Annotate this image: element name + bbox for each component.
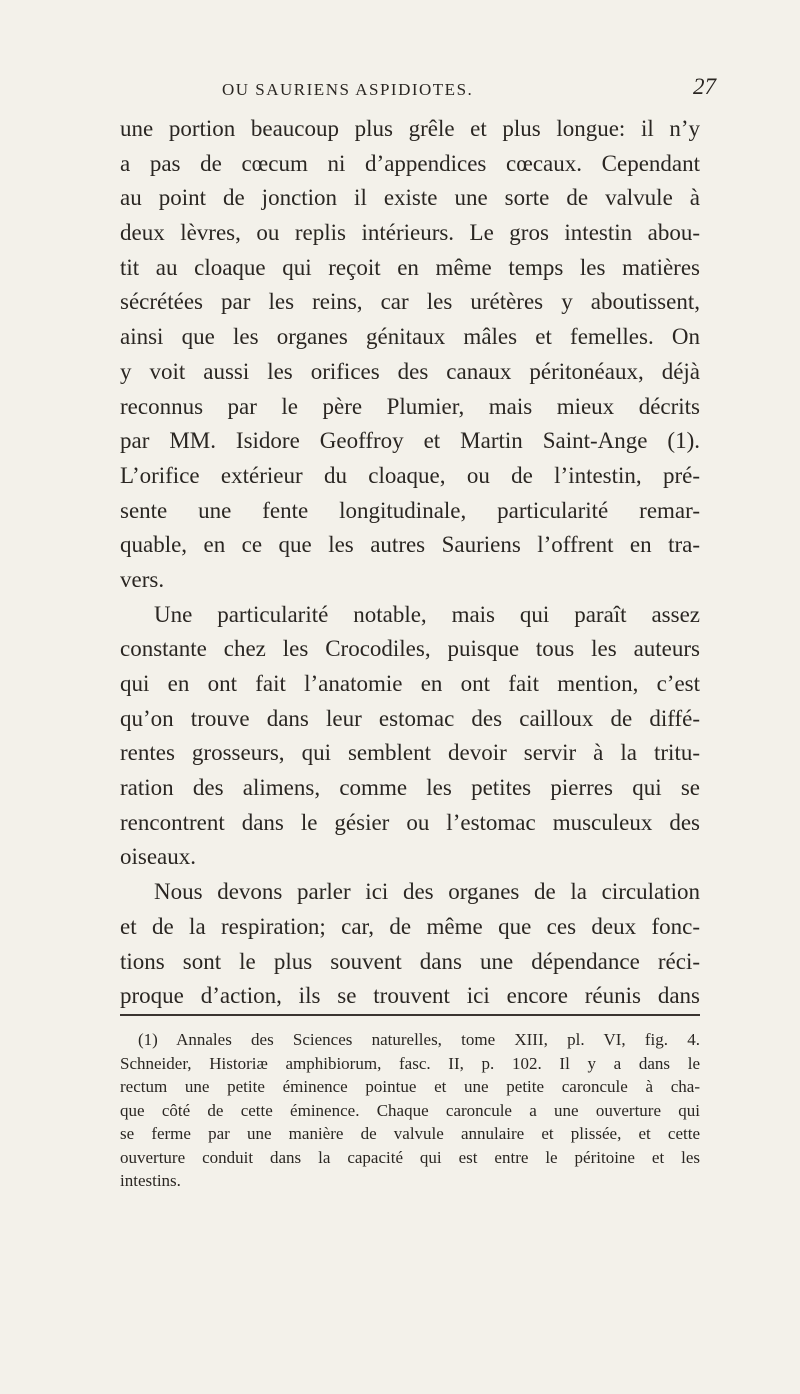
body-line: Nous devons parler ici des organes de la circulation	[154, 879, 700, 905]
body-line: rentes grosseurs, qui semblent devoir servir à la tritu-	[120, 740, 700, 766]
body-line: ainsi que les organes génitaux mâles et femelles. On	[120, 324, 700, 350]
body-line: une portion beaucoup plus grêle et plus longue: il n’y	[120, 116, 700, 141]
body-line: quable, en ce que les autres Sauriens l’offrent en tra-	[120, 532, 700, 558]
footnote-line: intestins.	[120, 1171, 181, 1190]
footnote-line: ouverture conduit dans la capacité qui est entre le péritoine et les	[120, 1147, 700, 1167]
footnotes	[120, 1028, 700, 1193]
body-line: Une particularité notable, mais qui paraît assez	[154, 601, 700, 627]
running-title: OU SAURIENS ASPIDIOTES.	[222, 80, 474, 99]
body-line: ration des alimens, comme les petites pierres qui se	[120, 775, 700, 801]
body-line: oiseaux.	[120, 844, 197, 870]
footnote-line: que côté de cette éminence. Chaque caroncule a une ouverture qui	[120, 1100, 700, 1120]
body-line: constante chez les Crocodiles, puisque tous les auteurs	[120, 636, 700, 662]
footnote-line: Schneider, Historiæ amphibiorum, fasc. II, p. 102. Il y a dans le	[120, 1053, 700, 1073]
body-line: rencontrent dans le gésier ou l’estomac musculeux des	[120, 809, 700, 835]
body-line: au point de jonction il existe une sorte de valvule à	[120, 185, 700, 211]
body-line: tions sont le plus souvent dans une dépendance réci-	[120, 948, 700, 974]
running-head	[120, 74, 720, 110]
body-line: qu’on trouve dans leur estomac des cailloux de diffé-	[120, 705, 700, 731]
body-line: proque d’action, ils se trouvent ici encore réunis dans	[120, 983, 700, 1009]
body-line: et de la respiration; car, de même que ces deux fonc-	[120, 913, 700, 939]
body-line: qui en ont fait l’anatomie en ont fait mention, c’est	[120, 671, 700, 696]
body-line: par MM. Isidore Geoffroy et Martin Saint-Ange (1).	[120, 428, 700, 454]
body-line: deux lèvres, ou replis intérieurs. Le gros intestin abou-	[120, 220, 700, 246]
body-line: L’orifice extérieur du cloaque, ou de l’intestin, pré-	[120, 462, 700, 488]
footnote-line: (1) Annales des Sciences naturelles, tome XIII, pl. VI, fig. 4.	[138, 1030, 700, 1049]
body-line: vers.	[120, 566, 165, 592]
page-number: 27	[693, 74, 716, 99]
body-text	[120, 112, 700, 1014]
body-line: y voit aussi les orifices des canaux péritonéaux, déjà	[120, 358, 700, 384]
body-line: a pas de cœcum ni d’appendices cœcaux. Cependant	[120, 150, 700, 176]
footnote-line: se ferme par une manière de valvule annulaire et plissée, et cette	[120, 1124, 700, 1143]
footnote-line: rectum une petite éminence pointue et une petite caroncule à cha-	[120, 1077, 700, 1096]
footnote-rule	[120, 1014, 700, 1016]
body-line: tit au cloaque qui reçoit en même temps les matières	[120, 254, 700, 280]
body-line: sente une fente longitudinale, particularité remar-	[120, 497, 700, 523]
body-line: reconnus par le père Plumier, mais mieux décrits	[120, 393, 700, 419]
body-line: sécrétées par les reins, car les urétères y aboutissent,	[120, 289, 700, 315]
